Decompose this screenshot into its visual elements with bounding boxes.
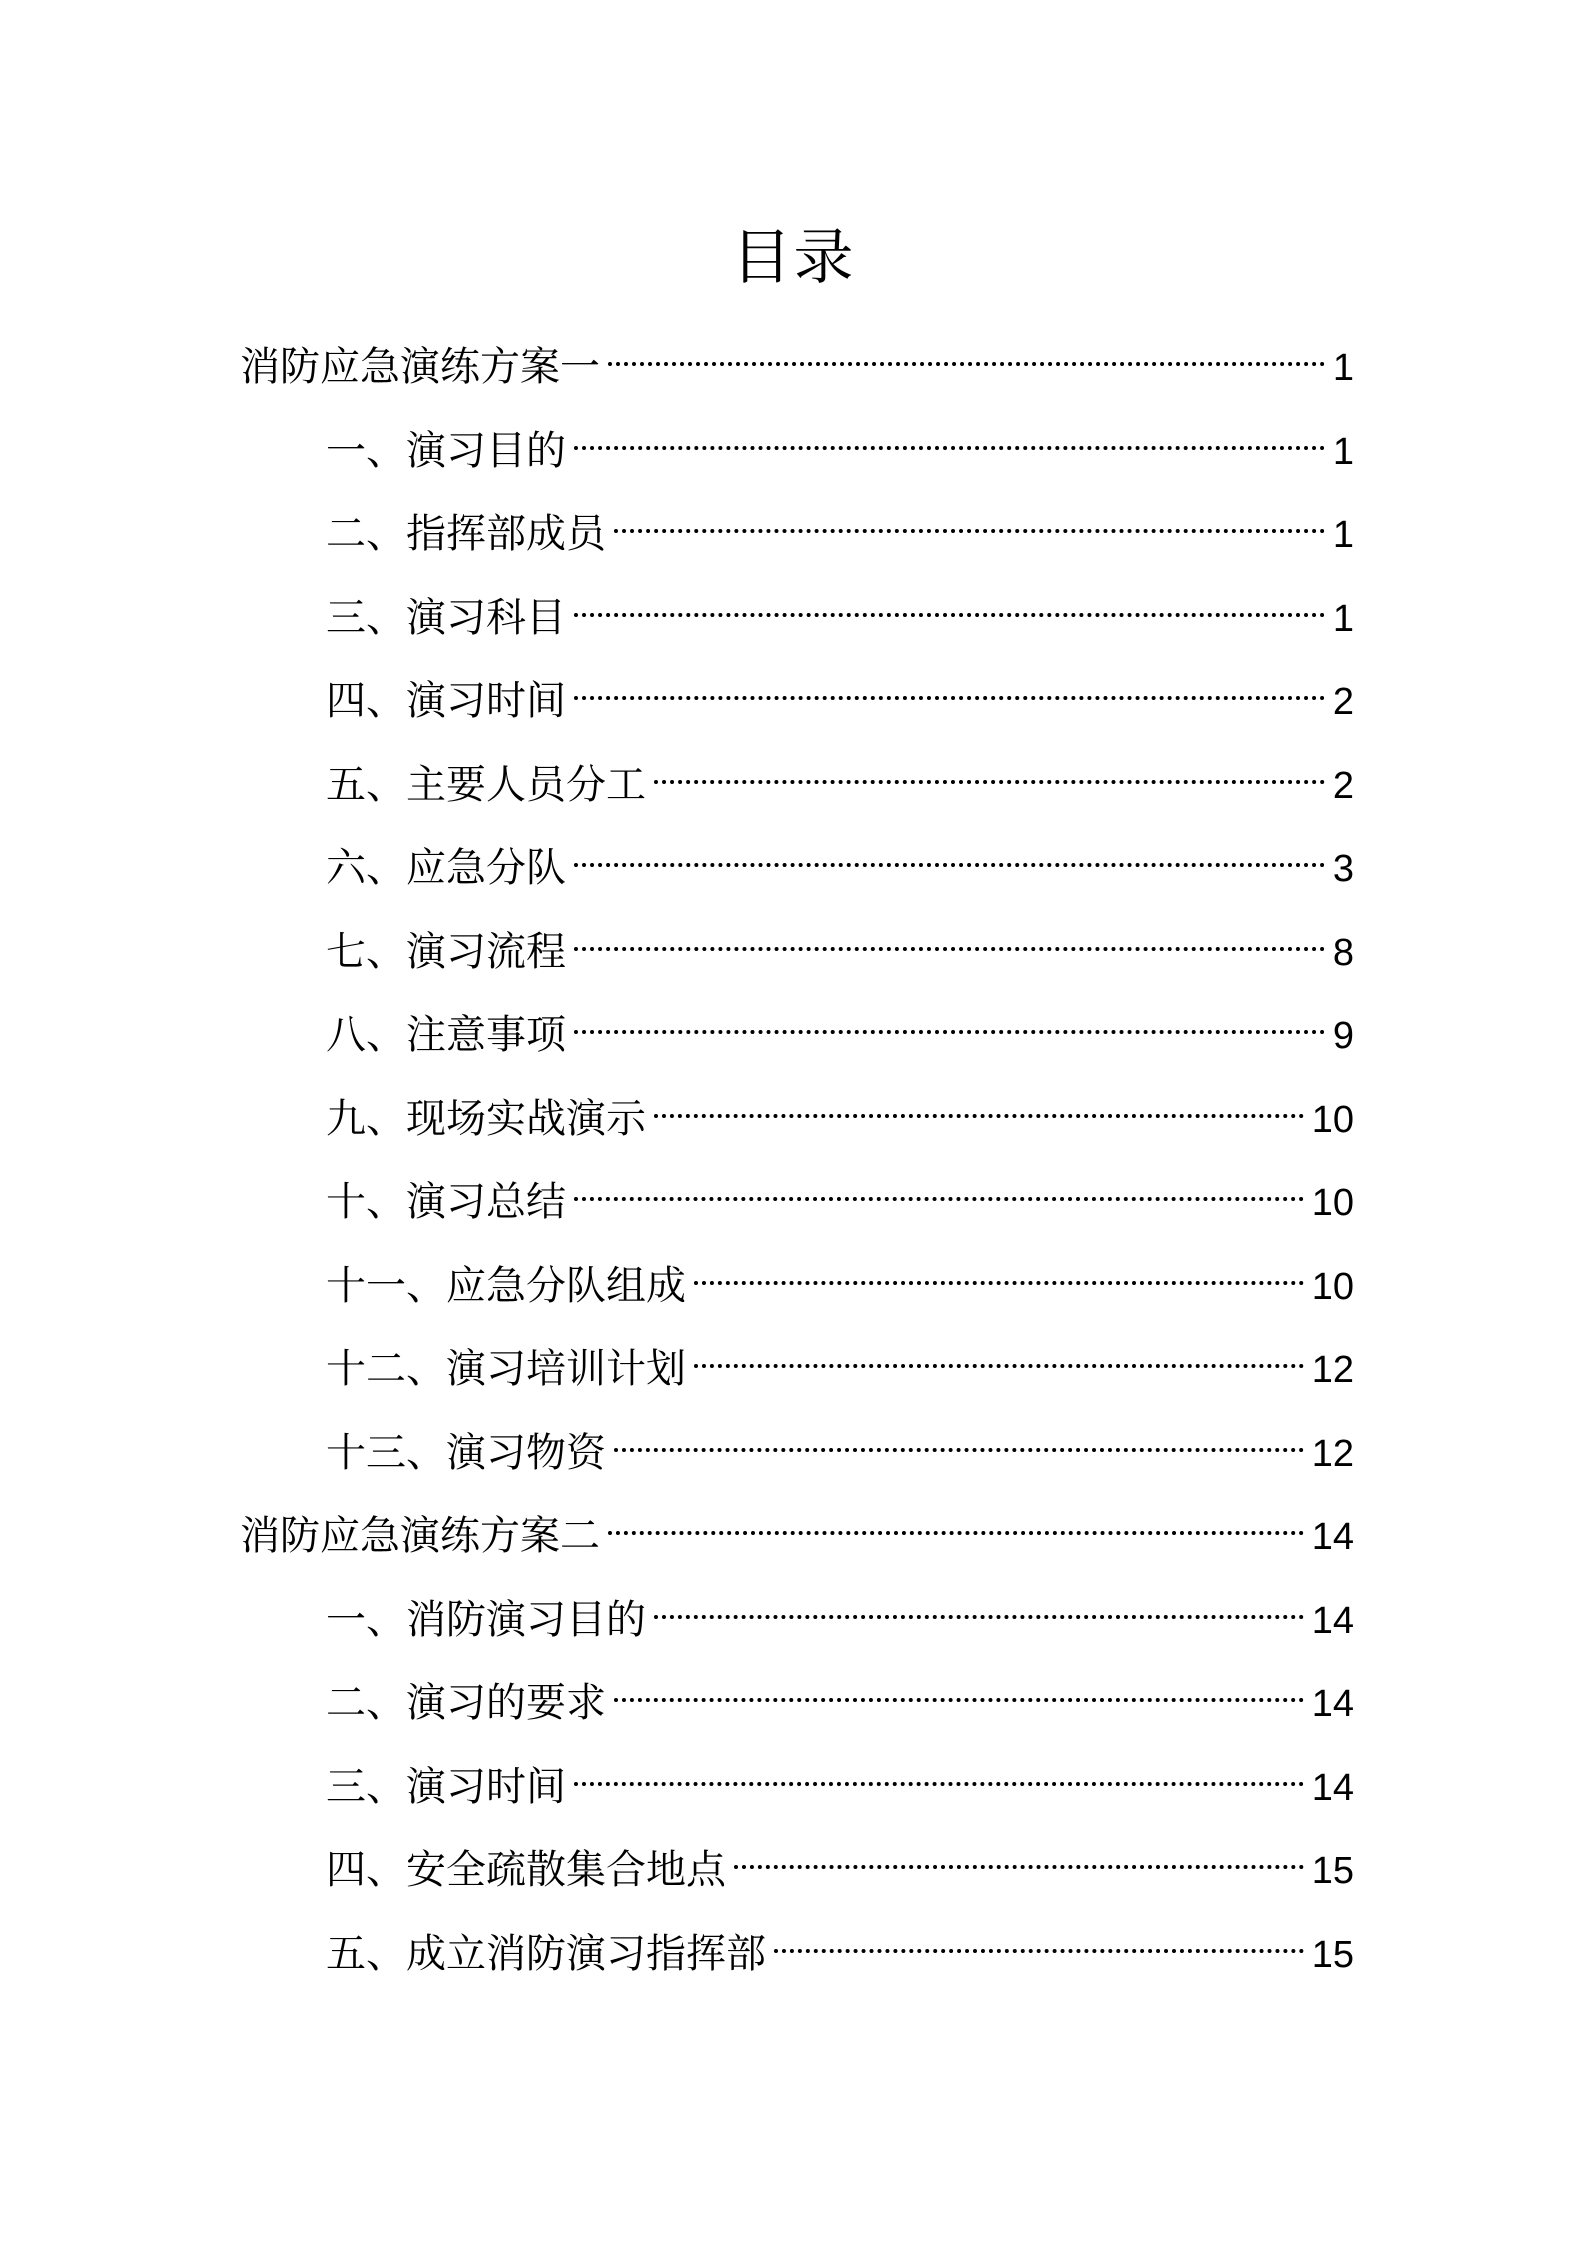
- toc-page-number: 10: [1311, 1098, 1354, 1141]
- toc-subsection-entry[interactable]: [326, 1656, 1354, 1726]
- toc-subsection-entry[interactable]: [326, 738, 1354, 808]
- toc-dot-leader: [654, 1072, 1304, 1132]
- toc-page-number: 15: [1311, 1933, 1354, 1976]
- toc-subsection-entry[interactable]: [326, 1239, 1354, 1309]
- toc-dot-leader: [574, 821, 1325, 881]
- toc-subsection-entry[interactable]: [326, 1740, 1354, 1810]
- toc-subsection-entry[interactable]: [326, 404, 1354, 474]
- toc-dot-leader: [574, 654, 1325, 714]
- toc-page-number: 1: [1332, 514, 1354, 556]
- toc-page-number: 10: [1311, 1265, 1354, 1308]
- toc-section-entry[interactable]: [240, 1489, 1354, 1559]
- toc-page-number: 15: [1311, 1850, 1354, 1892]
- toc-subsection-entry[interactable]: [326, 905, 1354, 975]
- toc-page-number: 14: [1311, 1516, 1354, 1558]
- toc-entry-text: 十、演习总结: [326, 1179, 566, 1225]
- toc-entry-text: 九、现场实战演示: [326, 1095, 646, 1142]
- toc-page-number: 9: [1332, 1015, 1354, 1057]
- toc-entry-text: 二、指挥部成员: [326, 511, 606, 557]
- toc-subsection-entry[interactable]: [326, 1322, 1354, 1392]
- toc-dot-leader: [694, 1322, 1304, 1382]
- toc-entry-text: 四、安全疏散集合地点: [326, 1847, 726, 1893]
- toc-page-number: 12: [1311, 1432, 1354, 1475]
- toc-subsection-entry[interactable]: [326, 1573, 1354, 1643]
- toc-page-number: 1: [1332, 597, 1354, 640]
- toc-page-number: 2: [1332, 681, 1354, 723]
- toc-dot-leader: [694, 1239, 1304, 1299]
- toc-subsection-entry[interactable]: [326, 1406, 1354, 1476]
- toc-subsection-entry[interactable]: [326, 571, 1354, 641]
- toc-entry-text: 二、演习的要求: [326, 1680, 606, 1726]
- toc-subsection-entry[interactable]: [326, 1072, 1354, 1142]
- toc-entry-text: 十二、演习培训计划: [326, 1346, 686, 1392]
- toc-entry-text: 十一、应急分队组成: [326, 1262, 686, 1309]
- toc-section-entry[interactable]: [240, 320, 1354, 390]
- toc-dot-leader: [608, 320, 1325, 380]
- toc-title: 目录: [731, 223, 856, 293]
- toc-subsection-entry[interactable]: [326, 1155, 1354, 1225]
- toc-entry-text: 四、演习时间: [326, 678, 566, 724]
- toc-entry-text: 十三、演习物资: [326, 1429, 606, 1476]
- toc-dot-leader: [614, 487, 1325, 547]
- toc-dot-leader: [574, 1155, 1304, 1215]
- toc-page-number: 14: [1311, 1599, 1354, 1642]
- toc-subsection-entry[interactable]: [326, 821, 1354, 891]
- toc-dot-leader: [574, 905, 1325, 965]
- toc-entry-text: 五、成立消防演习指挥部: [326, 1930, 766, 1977]
- toc-page-number: 2: [1332, 764, 1354, 807]
- toc-page-number: 1: [1332, 430, 1354, 473]
- toc-subsection-entry[interactable]: [326, 487, 1354, 557]
- toc-page-number: 14: [1311, 1683, 1354, 1725]
- toc-entry-text: 七、演习流程: [326, 928, 566, 975]
- toc-entry-text: 一、演习目的: [326, 427, 566, 474]
- toc-dot-leader: [774, 1907, 1304, 1967]
- toc-dot-leader: [574, 404, 1325, 464]
- toc-dot-leader: [654, 738, 1325, 798]
- toc-subsection-entry[interactable]: [326, 988, 1354, 1058]
- toc-entry-text: 六、应急分队: [326, 845, 566, 891]
- toc-entry-text: 消防应急演练方案二: [240, 1513, 600, 1559]
- toc-page-number: 10: [1311, 1182, 1354, 1224]
- toc-entry-text: 八、注意事项: [326, 1012, 566, 1058]
- toc-page-number: 8: [1332, 931, 1354, 974]
- toc-entry-text: 三、演习科目: [326, 594, 566, 641]
- toc-subsection-entry[interactable]: [326, 654, 1354, 724]
- toc-page-number: 3: [1332, 848, 1354, 890]
- toc-page-number: 14: [1311, 1766, 1354, 1809]
- toc-dot-leader: [574, 988, 1325, 1048]
- toc-entry-text: 一、消防演习目的: [326, 1596, 646, 1643]
- toc-dot-leader: [608, 1489, 1304, 1549]
- toc-entry-text: 五、主要人员分工: [326, 761, 646, 808]
- toc-entry-text: 消防应急演练方案一: [240, 344, 600, 390]
- toc-subsection-entry[interactable]: [326, 1907, 1354, 1977]
- toc-dot-leader: [614, 1406, 1304, 1466]
- toc-dot-leader: [574, 571, 1325, 631]
- toc-dot-leader: [614, 1656, 1304, 1716]
- toc-page-number: 12: [1311, 1349, 1354, 1391]
- toc-dot-leader: [654, 1573, 1304, 1633]
- toc-page-number: 1: [1332, 347, 1354, 389]
- toc-dot-leader: [734, 1823, 1304, 1883]
- toc-dot-leader: [574, 1740, 1304, 1800]
- toc-subsection-entry[interactable]: [326, 1823, 1354, 1893]
- toc-entry-text: 三、演习时间: [326, 1763, 566, 1810]
